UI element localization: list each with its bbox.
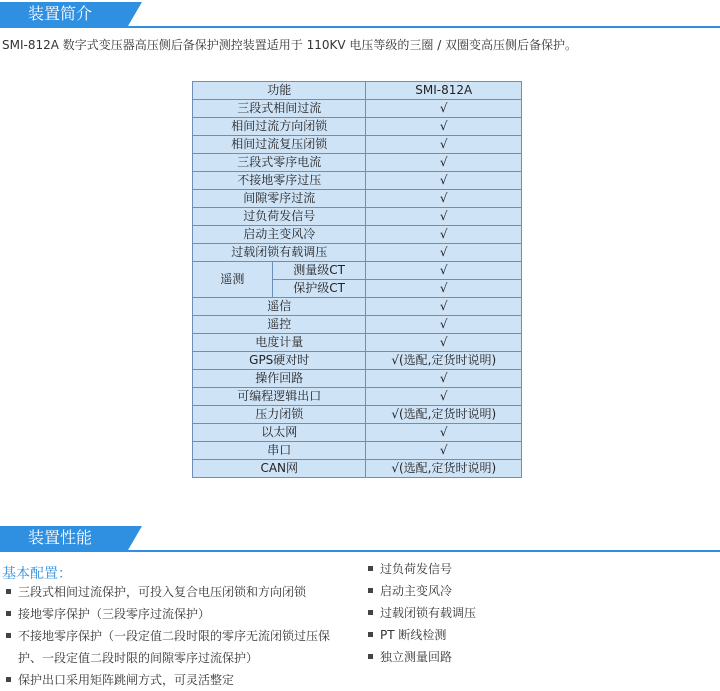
list-item: 启动主变风冷: [366, 580, 476, 602]
function-cell: 相间过流方向闭锁: [193, 118, 366, 136]
table-row: [193, 406, 522, 424]
table-row: [193, 388, 522, 406]
value-cell: √: [366, 136, 522, 154]
function-cell: 不接地零序过压: [193, 172, 366, 190]
telemetry-sub-cell: 保护级CT: [272, 280, 366, 298]
table-row: [193, 136, 522, 154]
value-cell: √: [366, 298, 522, 316]
value-cell: √: [366, 388, 522, 406]
table-row: [193, 172, 522, 190]
table-row: [193, 190, 522, 208]
table-row: [193, 244, 522, 262]
table-row: [193, 298, 522, 316]
list-item: 不接地零序保护（一段定值二段时限的零序无流闭锁过压保: [4, 625, 330, 647]
table-row: [193, 460, 522, 478]
table-row: [193, 100, 522, 118]
list-item: 过载闭锁有载调压: [366, 602, 476, 624]
list-item: 独立测量回路: [366, 646, 476, 668]
telemetry-sub-cell: 测量级CT: [272, 262, 366, 280]
function-cell: 可编程逻辑出口: [193, 388, 366, 406]
section-title-intro: 装置简介: [0, 2, 128, 26]
function-cell: 间隙零序过流: [193, 190, 366, 208]
function-cell: 压力闭锁: [193, 406, 366, 424]
header-model: SMI-812A: [366, 82, 522, 100]
section-divider: [0, 26, 720, 28]
function-cell: 三段式零序电流: [193, 154, 366, 172]
value-cell: √: [366, 262, 522, 280]
function-cell: 过负荷发信号: [193, 208, 366, 226]
value-cell: √: [366, 244, 522, 262]
value-cell: √: [366, 118, 522, 136]
list-item: PT 断线检测: [366, 624, 476, 646]
value-cell: √: [366, 226, 522, 244]
table-row: [193, 154, 522, 172]
performance-list-right: [366, 558, 476, 668]
basic-config-title: 基本配置：: [2, 566, 72, 582]
table-row: [193, 442, 522, 460]
telemetry-group-cell: 遥测: [193, 262, 273, 298]
function-cell: 遥信: [193, 298, 366, 316]
function-table: [192, 81, 522, 478]
value-cell: √(选配,定货时说明): [366, 406, 522, 424]
table-row: [193, 118, 522, 136]
value-cell: √: [366, 334, 522, 352]
list-item: 三段式相间过流保护，可投入复合电压闭锁和方向闭锁: [4, 581, 330, 603]
section-divider: [0, 550, 720, 552]
table-row: [193, 262, 522, 280]
value-cell: √: [366, 370, 522, 388]
intro-text: SMI-812A 数字式变压器高压侧后备保护测控装置适用于 110KV 电压等级的三圈 / 双圈变高压侧后备保护。: [2, 38, 578, 52]
function-cell: CAN网: [193, 460, 366, 478]
list-item: 接地零序保护（三段零序过流保护）: [4, 603, 330, 625]
table-row: [193, 334, 522, 352]
function-cell: GPS硬对时: [193, 352, 366, 370]
function-cell: 启动主变风冷: [193, 226, 366, 244]
list-item: 保护出口采用矩阵跳闸方式，可灵活整定: [4, 669, 330, 691]
header-function: 功能: [193, 82, 366, 100]
performance-list-left: [4, 581, 330, 691]
section-title-performance: 装置性能: [0, 526, 128, 550]
table-row: [193, 424, 522, 442]
value-cell: √: [366, 172, 522, 190]
function-cell: 过载闭锁有载调压: [193, 244, 366, 262]
table-row: [193, 226, 522, 244]
value-cell: √: [366, 190, 522, 208]
table-row: [193, 316, 522, 334]
table-header-row: [193, 82, 522, 100]
value-cell: √: [366, 154, 522, 172]
table-row: [193, 208, 522, 226]
table-row: [193, 352, 522, 370]
value-cell: √: [366, 442, 522, 460]
list-item: 过负荷发信号: [366, 558, 476, 580]
value-cell: √: [366, 100, 522, 118]
list-item-continuation: 护、一段定值二段时限的间隙零序过流保护）: [18, 651, 259, 665]
value-cell: √(选配,定货时说明): [366, 352, 522, 370]
value-cell: √: [366, 280, 522, 298]
function-cell: 相间过流复压闭锁: [193, 136, 366, 154]
value-cell: √(选配,定货时说明): [366, 460, 522, 478]
value-cell: √: [366, 208, 522, 226]
value-cell: √: [366, 316, 522, 334]
function-cell: 三段式相间过流: [193, 100, 366, 118]
table-row: [193, 370, 522, 388]
function-cell: 操作回路: [193, 370, 366, 388]
function-cell: 遥控: [193, 316, 366, 334]
function-cell: 电度计量: [193, 334, 366, 352]
section-header-performance: [0, 526, 720, 552]
function-cell: 以太网: [193, 424, 366, 442]
function-cell: 串口: [193, 442, 366, 460]
value-cell: √: [366, 424, 522, 442]
section-header-intro: [0, 2, 720, 28]
